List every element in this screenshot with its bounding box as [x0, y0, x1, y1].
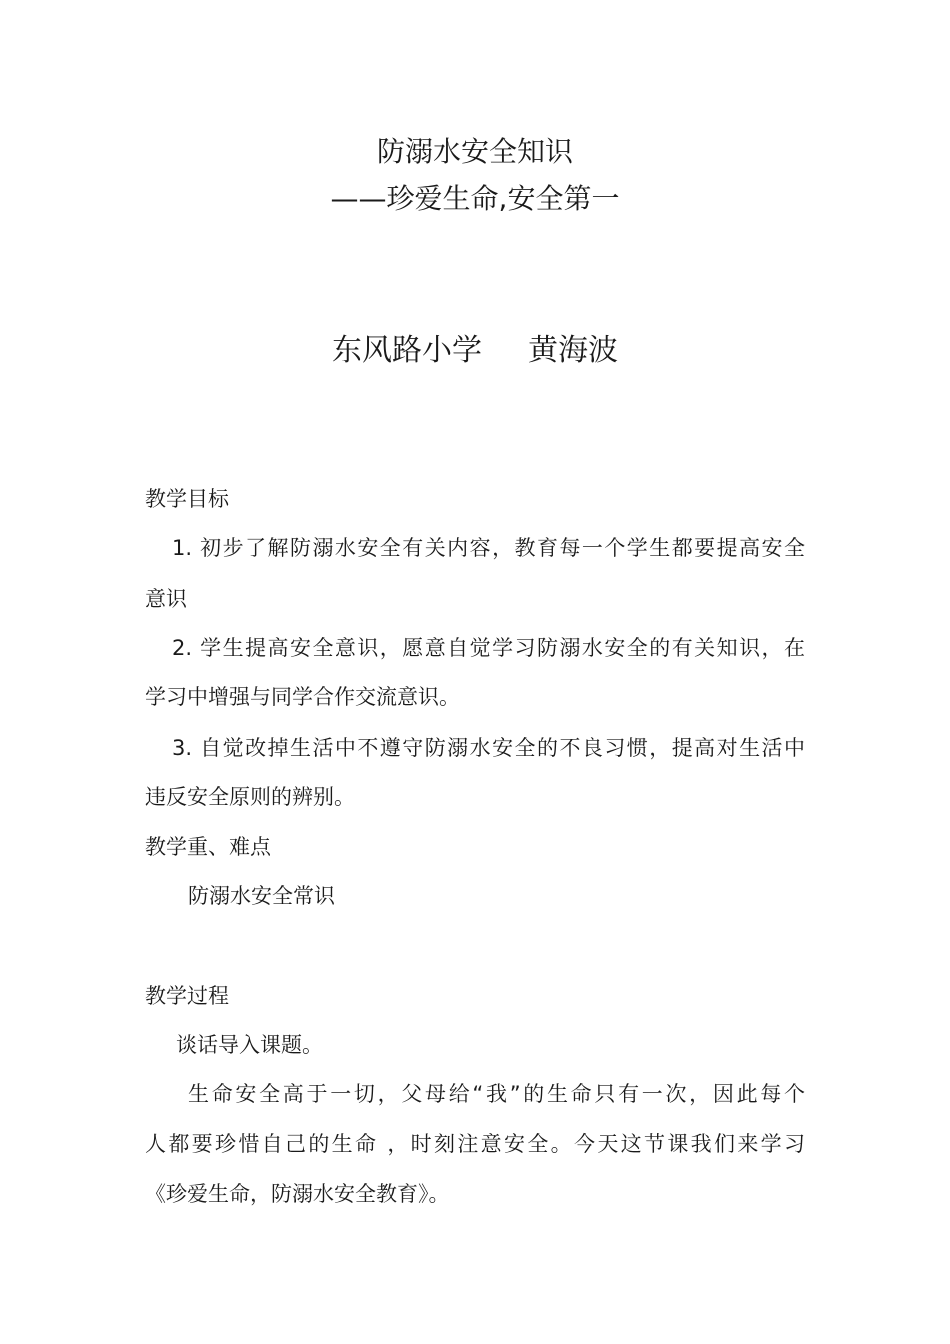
objective-3-line1: 3. 自觉改掉生活中不遵守防溺水安全的不良习惯，提高对生活中	[172, 736, 805, 760]
process-paragraph-line1: 生命安全高于一切，父母给“我”的生命只有一次，因此每个	[188, 1082, 805, 1106]
objectives-heading: 教学目标	[145, 487, 229, 511]
objective-3-line2: 违反安全原则的辨别。	[145, 785, 355, 809]
objective-2-line2: 学习中增强与同学合作交流意识。	[145, 685, 460, 709]
author-school: 东风路小学	[332, 333, 482, 368]
objective-2-line1: 2. 学生提高安全意识，愿意自觉学习防溺水安全的有关知识，在	[172, 636, 805, 660]
process-paragraph-line3: 《珍爱生命，防溺水安全教育》。	[145, 1182, 450, 1206]
objective-1-line2: 意识	[145, 587, 187, 611]
process-heading: 教学过程	[145, 984, 229, 1008]
objective-1-line1: 1. 初步了解防溺水安全有关内容，教育每一个学生都要提高安全	[172, 536, 805, 560]
author-name: 黄海波	[528, 333, 618, 368]
key-points-heading: 教学重、难点	[145, 835, 271, 859]
document-title: 防溺水安全知识	[376, 135, 573, 168]
process-paragraph-line2: 人都要珍惜自己的生命 ，时刻注意安全。今天这节课我们来学习	[145, 1132, 805, 1156]
document-subtitle: ——珍爱生命,安全第一	[330, 182, 620, 215]
key-points-text: 防溺水安全常识	[188, 884, 335, 908]
author-line	[0, 333, 950, 368]
process-intro: 谈话导入课题。	[176, 1033, 323, 1057]
